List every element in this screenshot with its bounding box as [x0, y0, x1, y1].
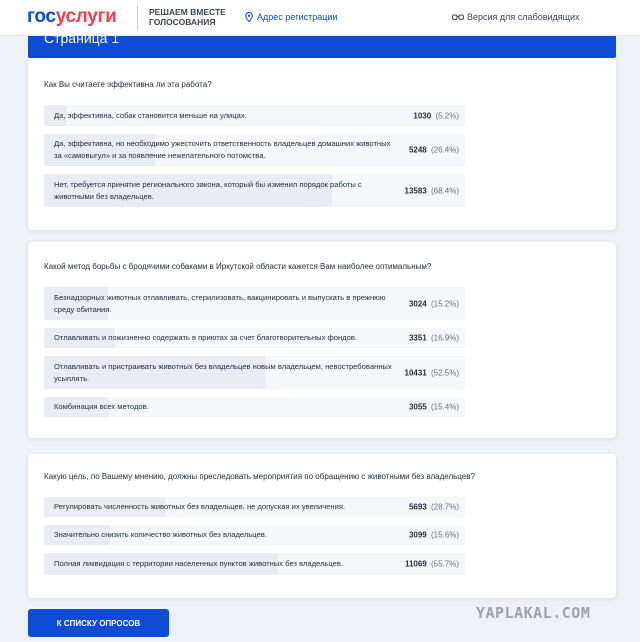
- answer-result: [405, 186, 460, 195]
- answer-text: Регулировать численность животных без владельцев, не допуская их увеличения.: [54, 502, 346, 511]
- answer-percent: (15.4%): [430, 402, 459, 412]
- answer-count: 1030: [413, 111, 432, 120]
- answer-text: Безнадзорных животных отлавливать, стерилизовать, вакцинировать и выпускать в прежнюю среду обитания.: [54, 292, 386, 314]
- answer-count: 3351: [408, 333, 427, 343]
- back-to-polls-button[interactable]: К СПИСКУ ОПРОСОВ: [28, 609, 169, 637]
- answer-result: [409, 531, 459, 540]
- answer-text: Да, эффективна, собак становится меньше на улицах.: [54, 110, 247, 120]
- answer-count: 10431: [404, 368, 427, 377]
- page-banner: [28, 30, 616, 58]
- answer-option: [44, 328, 465, 348]
- answer-count: 3099: [408, 530, 427, 540]
- glasses-icon: [452, 13, 464, 21]
- page-banner-label: Страница 1: [44, 30, 120, 46]
- answer-text: Нет, требуется принятие регионального закона, который бы изменил порядок работы с животными без владельцев.: [54, 179, 362, 201]
- answer-percent: (26.4%): [430, 145, 459, 155]
- answer-percent: (15.6%): [430, 530, 459, 540]
- answer-percent: (68.4%): [430, 186, 459, 195]
- location-pin-icon: [245, 12, 253, 22]
- answer-text: Значительно снизить количество животных без владельцев.: [54, 530, 267, 539]
- answer-result: [405, 368, 460, 377]
- answer-count: 3055: [408, 402, 427, 412]
- answer-text: Да, эффективна, но необходимо ужесточить ответственность владельцев домашних животных за «самовыгул» и за появление нежелательного потомства.: [54, 139, 391, 160]
- answer-percent: (5.2%): [435, 111, 459, 120]
- answer-result: [413, 111, 459, 120]
- answer-option: [44, 553, 465, 575]
- logo-part-uslugi: услуги: [55, 6, 117, 27]
- answer-text: Отлавливать и пожизненно содержать в приютах за счет благотворительных фондов.: [54, 333, 358, 342]
- answer-option: [44, 105, 465, 126]
- answer-result: [409, 334, 459, 343]
- poll-question-card: [28, 242, 616, 438]
- address-link[interactable]: [245, 12, 337, 22]
- answer-result: [409, 146, 459, 155]
- site-watermark: YAPLAKAL.COM: [476, 604, 591, 622]
- answer-percent: (55.7%): [430, 559, 459, 569]
- question-text: Какой метод борьбы с бродячими собаками в Иркутской области кажется Вам наиболее оптимальным?: [44, 262, 432, 271]
- answer-count: 3024: [408, 299, 427, 308]
- answer-option: [44, 134, 465, 166]
- answer-percent: (16.9%): [430, 333, 459, 343]
- answer-percent: (28.7%): [430, 502, 459, 512]
- answer-result: [409, 299, 459, 308]
- answer-option: [44, 525, 465, 545]
- answer-percent: (15.2%): [430, 299, 459, 308]
- vision-label: Версия для слабовидящих: [467, 12, 580, 22]
- answer-text: Полная ликвидация с территории населенных пунктов животных без владельцев.: [54, 559, 344, 568]
- question-text: Какую цель, по Вашему мнению, должны преследовать мероприятия по обращению с животными без владельцев?: [44, 472, 475, 481]
- answer-option: [44, 497, 465, 517]
- address-label: Адрес регистрации: [257, 12, 338, 22]
- header-divider: [137, 6, 138, 30]
- answer-result: [409, 503, 459, 512]
- question-text: Как Вы считаете эффективна ли эта работа?: [44, 80, 212, 89]
- answer-text: Отлавливать и пристраивать животных без владельцев новым владельцем, невостребованных усыплять.: [54, 361, 392, 383]
- header-slogan: РЕШАЕМ ВМЕСТЕ ГОЛОСОВАНИЯ: [149, 7, 226, 27]
- answer-percent: (52.5%): [430, 368, 459, 377]
- answer-count: 5693: [408, 502, 427, 512]
- answer-count: 13583: [404, 186, 427, 195]
- answer-option: [44, 356, 465, 389]
- answer-count: 11069: [404, 559, 427, 569]
- answer-option: [44, 174, 465, 207]
- logo-part-gos: гос: [27, 6, 56, 27]
- gosuslugi-logo[interactable]: [27, 6, 117, 28]
- answer-option: [44, 397, 465, 417]
- poll-question-card: [28, 454, 616, 598]
- answer-text: Комбинация всех методов.: [54, 402, 149, 411]
- poll-question-card: [28, 58, 616, 230]
- answer-result: [405, 560, 459, 569]
- answer-count: 5248: [408, 145, 427, 155]
- answer-option: [44, 287, 465, 320]
- vision-mode-link[interactable]: [452, 12, 580, 22]
- answer-result: [409, 403, 459, 412]
